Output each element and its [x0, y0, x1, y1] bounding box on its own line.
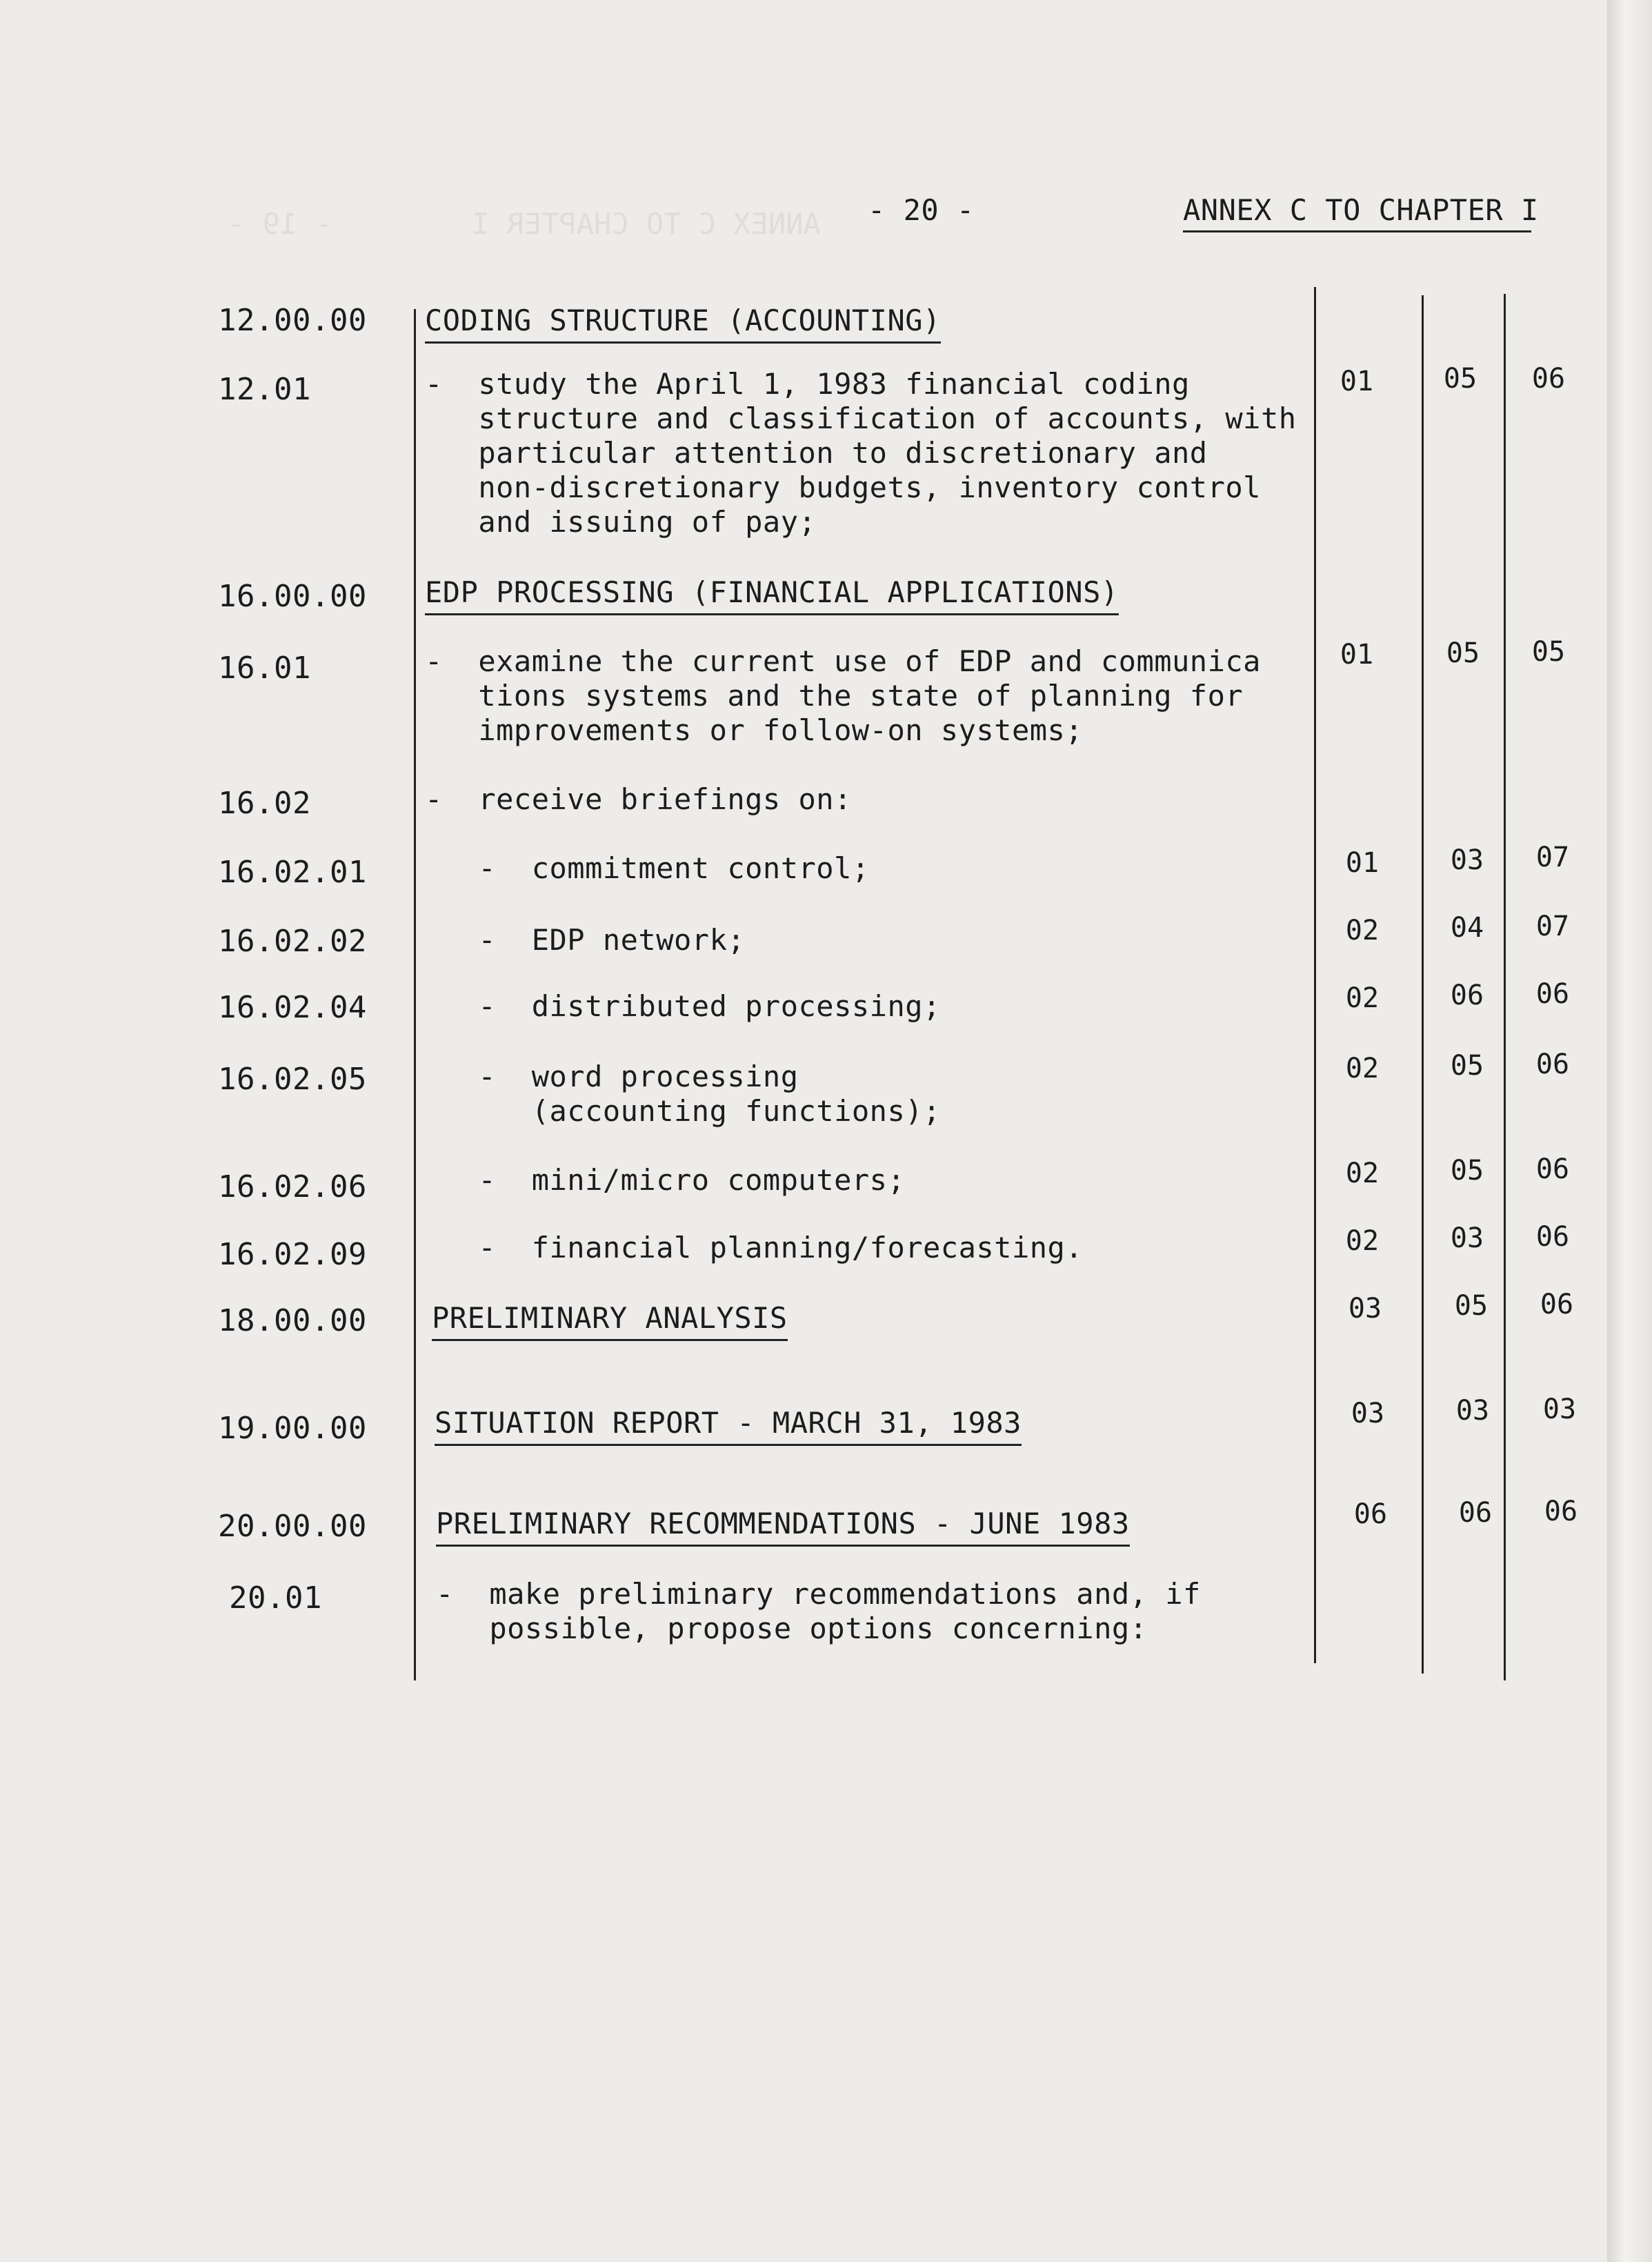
activity-code: 20.00.00 [218, 1509, 367, 1544]
column-1-value: 02 [1345, 982, 1380, 1014]
column-2-value: 04 [1450, 912, 1484, 944]
activity-description: - EDP network; [425, 923, 746, 957]
column-1-value: 01 [1345, 847, 1380, 879]
activity-code: 16.02.04 [218, 990, 367, 1025]
activity-description: - study the April 1, 1983 financial coding structure and classification of accounts, with particular attention to discretionary and non-discretionary budgets, inventory control and issuing of pay; [425, 367, 1297, 539]
column-3-value: 07 [1535, 911, 1570, 942]
activity-code: 16.02.06 [218, 1169, 367, 1204]
activity-code: 19.00.00 [218, 1411, 367, 1446]
column-1-value: 01 [1340, 366, 1374, 397]
activity-code: 16.02.02 [218, 924, 367, 959]
activity-description: - make preliminary recommendations and, if possible, propose options concerning: [436, 1577, 1201, 1645]
section-heading [435, 1406, 1022, 1440]
section-heading [425, 304, 941, 338]
activity-code: 18.00.00 [218, 1303, 367, 1338]
annex-title-underline [1183, 230, 1531, 232]
column-3-value: 06 [1540, 1289, 1574, 1320]
activity-code: 20.01 [229, 1580, 322, 1616]
activity-description: - word processing (accounting functions); [478, 1060, 941, 1128]
annex-title: ANNEX C TO CHAPTER I [1183, 193, 1539, 227]
column-1-value: 03 [1348, 1293, 1382, 1325]
column-1-value: 06 [1353, 1498, 1388, 1530]
section-heading [425, 575, 1119, 610]
section-heading [432, 1301, 788, 1336]
section-heading-text: CODING STRUCTURE (ACCOUNTING) [425, 304, 941, 344]
activity-description: - commitment control; [425, 851, 870, 885]
section-heading [436, 1507, 1130, 1541]
column-3-value: 03 [1542, 1393, 1577, 1425]
activity-description: - distributed processing; [425, 989, 941, 1023]
column-3-value: 06 [1535, 1153, 1570, 1185]
column-2-value: 05 [1454, 1290, 1489, 1322]
column-3-value: 06 [1531, 363, 1566, 395]
section-heading-text: PRELIMINARY RECOMMENDATIONS - JUNE 1983 [436, 1507, 1130, 1547]
column-3-value: 07 [1535, 842, 1570, 873]
column-2-value: 05 [1446, 637, 1480, 669]
activity-description: - mini/micro computers; [425, 1163, 906, 1197]
bleed-through-text: ANNEX C TO CHAPTER I - 19 - [228, 207, 821, 241]
column-2-value: 03 [1455, 1395, 1490, 1427]
column-2-left-rule [1422, 295, 1424, 1674]
activity-description: - examine the current use of EDP and communica tions systems and the state of planning for improvements or follow-on systems; [425, 644, 1261, 747]
column-2-value: 05 [1450, 1155, 1484, 1187]
column-1-left-rule [1314, 287, 1316, 1663]
activity-code: 16.00.00 [218, 579, 367, 614]
section-heading-text: PRELIMINARY ANALYSIS [432, 1301, 788, 1341]
column-2-value: 05 [1443, 363, 1477, 395]
page-number: - 20 - [868, 193, 975, 227]
column-1-value: 02 [1345, 1225, 1380, 1257]
section-heading-text: SITUATION REPORT - MARCH 31, 1983 [435, 1406, 1022, 1446]
column-3-value: 06 [1535, 1221, 1570, 1253]
column-1-value: 03 [1351, 1398, 1385, 1429]
column-2-value: 06 [1450, 980, 1484, 1011]
text-column-left-rule [414, 309, 416, 1680]
column-3-value: 06 [1535, 1049, 1570, 1080]
activity-code: 16.02.01 [218, 855, 367, 890]
column-1-value: 02 [1345, 915, 1380, 946]
column-1-value: 02 [1345, 1053, 1380, 1084]
section-heading-text: EDP PROCESSING (FINANCIAL APPLICATIONS) [425, 575, 1119, 615]
activity-code: 16.02.09 [218, 1237, 367, 1272]
activity-description: - receive briefings on: [425, 782, 852, 816]
column-2-value: 03 [1450, 1222, 1484, 1254]
column-3-value: 06 [1535, 978, 1570, 1010]
activity-code: 16.01 [218, 651, 311, 686]
column-2-value: 03 [1450, 844, 1484, 876]
column-2-value: 05 [1450, 1050, 1484, 1082]
page-edge [1607, 0, 1652, 2262]
column-1-value: 02 [1345, 1158, 1380, 1189]
activity-description: - financial planning/forecasting. [425, 1231, 1084, 1264]
column-3-value: 05 [1531, 636, 1566, 668]
column-3-value: 06 [1544, 1496, 1578, 1527]
column-2-value: 06 [1458, 1497, 1493, 1529]
column-1-value: 01 [1340, 639, 1374, 671]
activity-code: 16.02.05 [218, 1062, 367, 1097]
activity-code: 16.02 [218, 786, 311, 821]
activity-code: 12.01 [218, 372, 311, 407]
activity-code: 12.00.00 [218, 303, 367, 338]
